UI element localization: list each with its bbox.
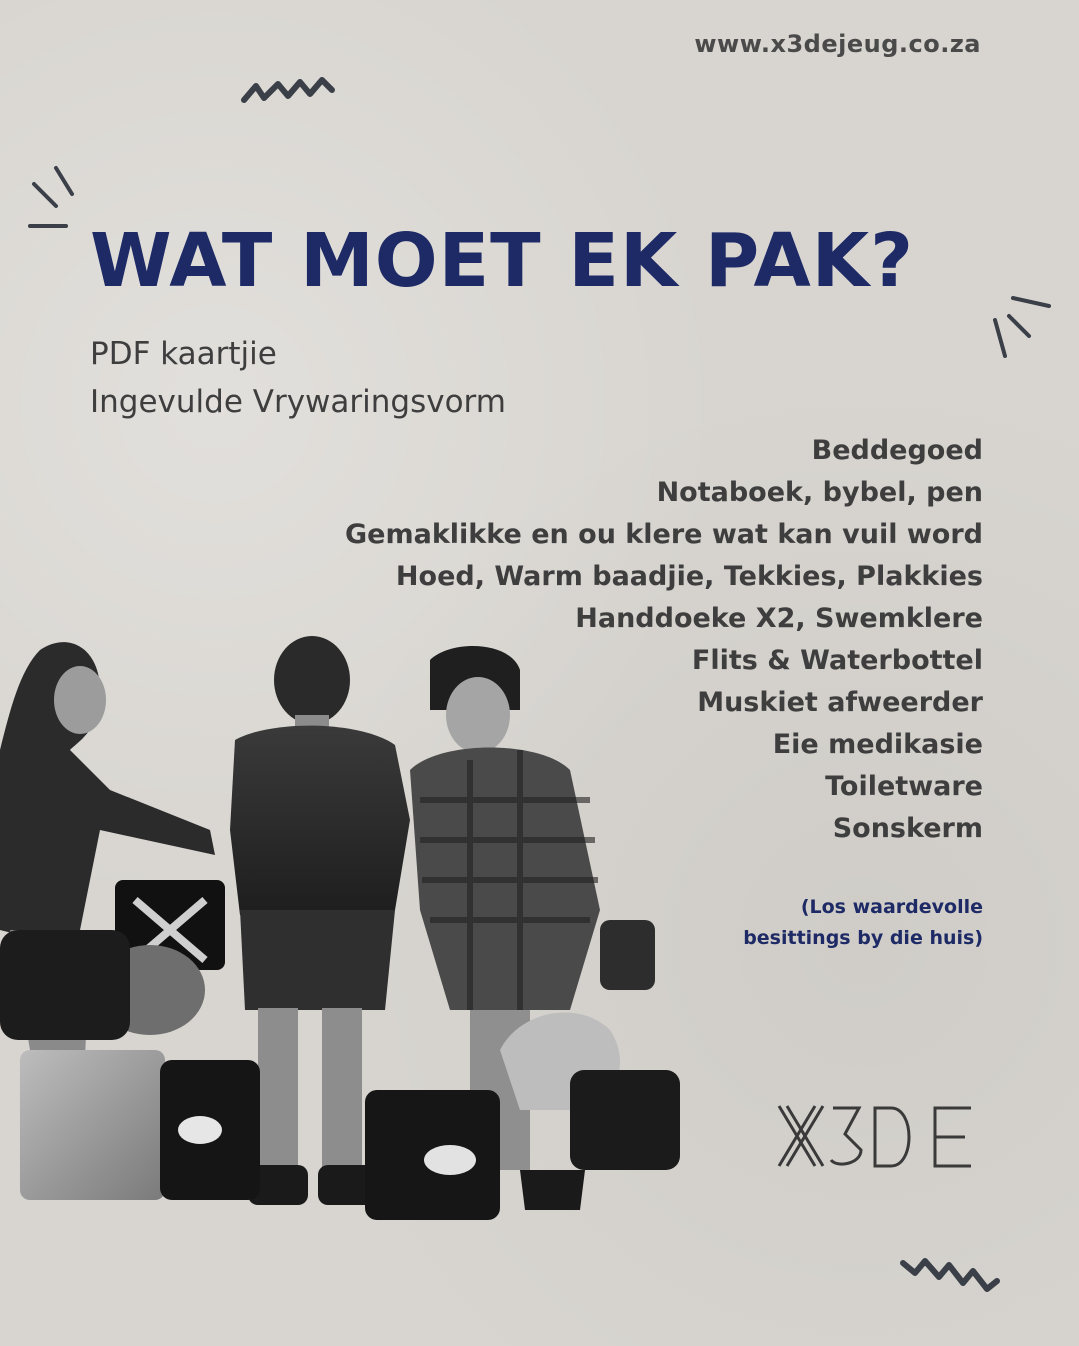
- list-item: Eie medikasie: [772, 729, 983, 760]
- documents-list: [90, 330, 506, 426]
- valuables-note: [743, 892, 983, 954]
- document-item: Ingevulde Vrywaringsvorm: [90, 384, 506, 420]
- list-item: Notaboek, bybel, pen: [656, 477, 983, 508]
- note-line: (Los waardevolle: [800, 896, 983, 918]
- list-item: Toiletware: [825, 771, 983, 802]
- document-item: PDF kaartjie: [90, 336, 277, 372]
- list-item: Muskiet afweerder: [697, 687, 983, 718]
- group-photo: [0, 630, 720, 1346]
- strokes-right-decoration: [985, 290, 1065, 370]
- x3de-logo: [775, 1100, 975, 1172]
- list-item: Flits & Waterbottel: [691, 645, 983, 676]
- zigzag-top-decoration: [238, 62, 338, 112]
- page-title: WAT MOET EK PAK?: [90, 218, 915, 304]
- zigzag-bottom-decoration: [895, 1245, 1005, 1305]
- strokes-left-decoration: [20, 160, 100, 240]
- list-item: Sonskerm: [832, 813, 983, 844]
- list-item: Beddegoed: [811, 435, 983, 466]
- list-item: Hoed, Warm baadjie, Tekkies, Plakkies: [395, 561, 983, 592]
- list-item: Gemaklikke en ou klere wat kan vuil word: [345, 519, 983, 550]
- note-line: besittings by die huis): [743, 927, 983, 949]
- website-url: www.x3dejeug.co.za: [694, 30, 981, 58]
- list-item: Handdoeke X2, Swemklere: [575, 603, 983, 634]
